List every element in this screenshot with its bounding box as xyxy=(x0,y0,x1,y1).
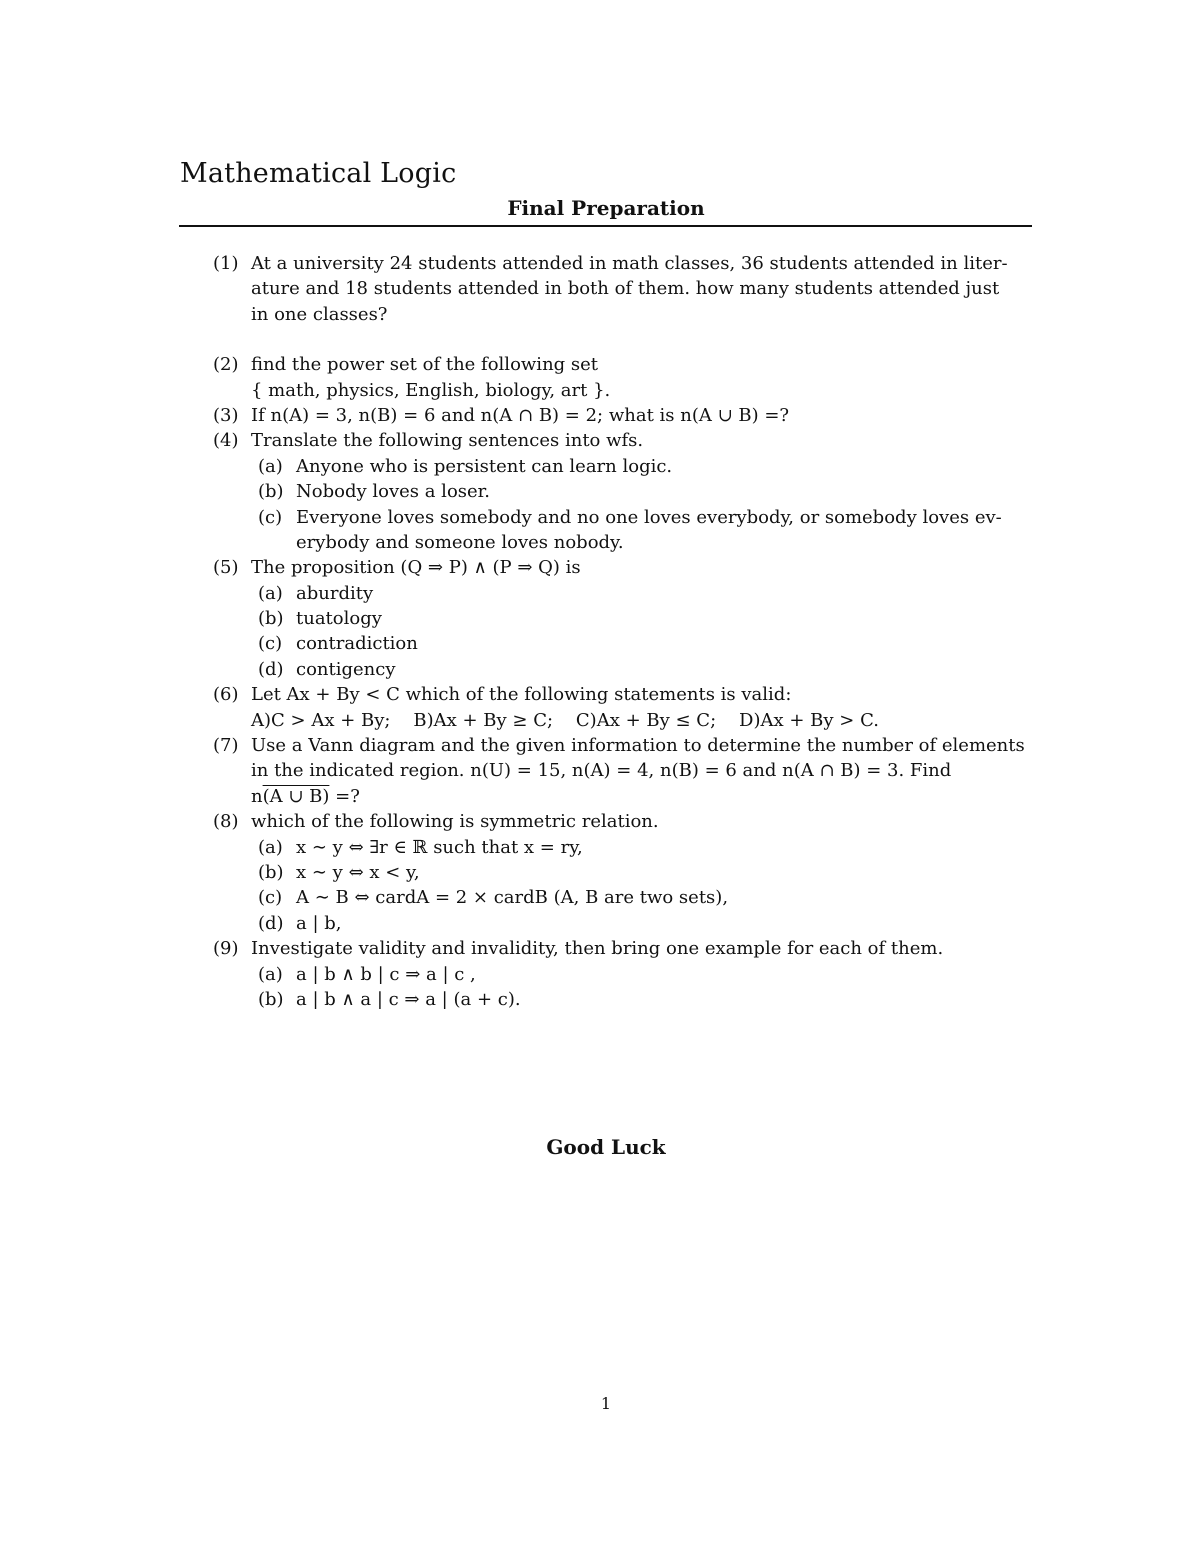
option-text: x ∼ y ⇔ x < y, xyxy=(296,861,420,883)
option-label: (d) xyxy=(258,658,284,680)
overlined-expression: (A ∪ B) xyxy=(262,785,330,807)
option-text: Anyone who is persistent can learn logic. xyxy=(296,455,673,477)
question-number: (3) xyxy=(213,404,239,426)
question-text: Translate the following sentences into wfs. xyxy=(251,430,644,452)
question-number: (5) xyxy=(213,557,239,579)
option-label: (a) xyxy=(258,963,283,985)
question-text: in the indicated region. n(U) = 15, n(A) = 4, n(B) = 6 and n(A ∩ B) = 3. Find xyxy=(251,760,952,782)
question-2 xyxy=(213,352,1035,403)
option-text: Nobody loves a loser. xyxy=(296,481,491,503)
page-number: 1 xyxy=(600,1394,612,1413)
option-label: (a) xyxy=(258,455,283,477)
question-4 xyxy=(213,428,1035,555)
question-number: (7) xyxy=(213,735,239,757)
option-text: erybody and someone loves nobody. xyxy=(296,531,624,553)
option-label: (c) xyxy=(258,887,283,909)
question-3 xyxy=(213,403,1035,428)
question-number: (6) xyxy=(213,684,239,706)
question-text: which of the following is symmetric relation. xyxy=(251,811,659,833)
option-label: (c) xyxy=(258,633,283,655)
question-7 xyxy=(213,733,1035,809)
option-label: (b) xyxy=(258,861,284,883)
question-text: A)C > Ax + By; B)Ax + By ≥ C; C)Ax + By ≤ C; D)Ax + By > C. xyxy=(251,709,879,731)
option-label: (a) xyxy=(258,836,283,858)
option-label: (b) xyxy=(258,608,284,630)
option-label: (b) xyxy=(258,988,284,1010)
option-text: contigency xyxy=(296,658,396,680)
question-number: (2) xyxy=(213,354,239,376)
question-text: Use a Vann diagram and the given information to determine the number of elements xyxy=(251,735,1025,757)
question-5 xyxy=(213,555,1035,682)
option-text: x ∼ y ⇔ ∃r ∈ ℝ such that x = ry, xyxy=(296,836,583,858)
question-text: If n(A) = 3, n(B) = 6 and n(A ∩ B) = 2; what is n(A ∪ B) =? xyxy=(251,404,790,426)
title-rule xyxy=(179,225,1032,227)
question-1 xyxy=(213,251,1035,327)
option-text: contradiction xyxy=(296,633,418,655)
question-9 xyxy=(213,936,1035,1012)
option-text: A ∼ B ⇔ cardA = 2 × cardB (A, B are two sets), xyxy=(296,887,729,909)
question-list xyxy=(213,251,1035,1012)
page-subtitle: Final Preparation xyxy=(507,196,705,220)
question-text: n xyxy=(251,785,263,807)
question-text: { math, physics, English, biology, art }. xyxy=(251,379,611,401)
option-text: a | b ∧ a | c ⇒ a | (a + c). xyxy=(296,988,521,1010)
option-label: (c) xyxy=(258,506,283,528)
question-text: in one classes? xyxy=(251,303,388,325)
option-label: (a) xyxy=(258,582,283,604)
question-number: (9) xyxy=(213,938,239,960)
option-text: a | b ∧ b | c ⇒ a | c , xyxy=(296,963,476,985)
question-text: Investigate validity and invalidity, then bring one example for each of them. xyxy=(251,938,944,960)
question-number: (4) xyxy=(213,430,239,452)
question-text: =? xyxy=(329,785,360,807)
page-title: Mathematical Logic xyxy=(180,158,457,189)
option-label: (b) xyxy=(258,481,284,503)
spacer xyxy=(213,327,1035,352)
question-6 xyxy=(213,682,1035,733)
question-text: find the power set of the following set xyxy=(251,354,599,376)
question-number: (1) xyxy=(213,253,239,274)
question-text: ature and 18 students attended in both of them. how many students attended just xyxy=(251,278,1000,300)
question-text: The proposition (Q ⇒ P) ∧ (P ⇒ Q) is xyxy=(251,557,581,579)
question-text: Let Ax + By < C which of the following statements is valid: xyxy=(251,684,792,706)
option-text: a | b, xyxy=(296,912,342,934)
question-number: (8) xyxy=(213,811,239,833)
option-text: Everyone loves somebody and no one loves everybody, or somebody loves ev- xyxy=(296,506,1002,528)
option-text: tuatology xyxy=(296,608,382,630)
question-8 xyxy=(213,809,1035,936)
closing-text: Good Luck xyxy=(546,1135,666,1159)
question-text: At a university 24 students attended in math classes, 36 students attended in liter- xyxy=(251,253,1008,274)
option-text: aburdity xyxy=(296,582,374,604)
option-label: (d) xyxy=(258,912,284,934)
